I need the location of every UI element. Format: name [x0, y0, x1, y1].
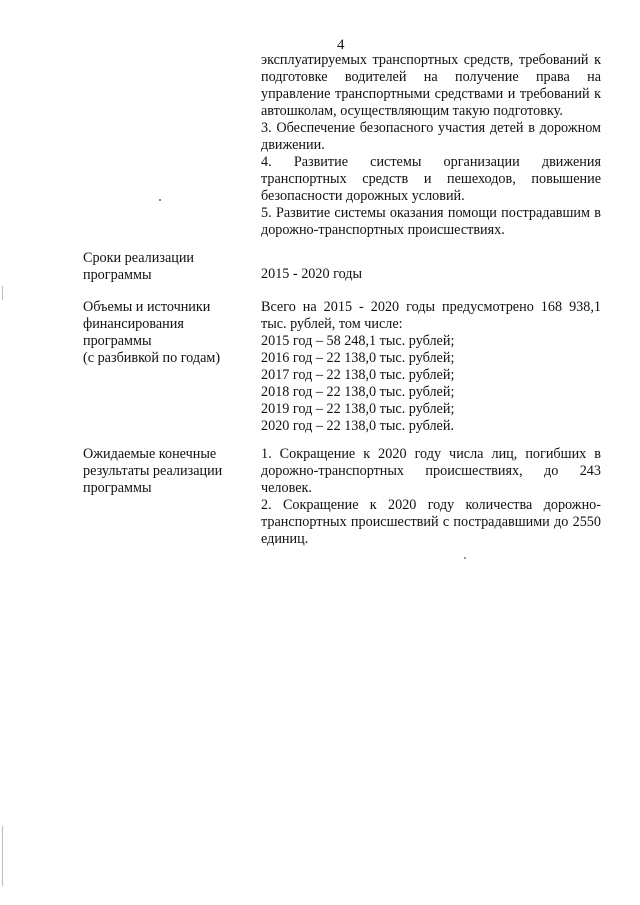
page-number: 4: [337, 37, 345, 53]
results-label: [83, 446, 253, 497]
year-line: 2017 год – 22 138,0 тыс. рублей;: [261, 367, 455, 383]
text-line: автошколам, осуществляющим такую подготовку.: [261, 103, 563, 119]
text-line: человек.: [261, 480, 312, 496]
year-line: 2015 год – 58 248,1 тыс. рублей;: [261, 333, 455, 349]
text-line: безопасности дорожных условий.: [261, 188, 465, 204]
label-line: Сроки реализации: [83, 250, 195, 266]
year-line: 2020 год – 22 138,0 тыс. рублей.: [261, 418, 454, 434]
text-line: движении.: [261, 137, 325, 153]
text-line: 3. Обеспечение безопасного участия детей в дорожном: [261, 120, 601, 136]
task-5: [261, 205, 601, 239]
terms-value: [261, 266, 601, 283]
text-line: управление транспортными средствами и требований к: [261, 86, 601, 102]
text-line: 2. Сокращение к 2020 году количества дорожно-: [261, 497, 601, 513]
text-line: Всего на 2015 - 2020 годы предусмотрено 168 938,1: [261, 299, 601, 315]
result-1: [261, 446, 601, 497]
text-line: единиц.: [261, 531, 309, 547]
tasks-continuation: [261, 52, 601, 239]
label-line: финансирования: [83, 316, 184, 332]
label-line: результаты реализации: [83, 463, 223, 479]
year-line: 2018 год – 22 138,0 тыс. рублей;: [261, 384, 455, 400]
result-2: [261, 497, 601, 548]
scan-mark: [2, 286, 3, 300]
scan-mark: [464, 557, 466, 559]
year-line: 2019 год – 22 138,0 тыс. рублей;: [261, 401, 455, 417]
text-line: тыс. рублей, том числе:: [261, 316, 403, 332]
funding-value: [261, 299, 601, 435]
task-3: [261, 120, 601, 154]
text-line: 4. Развитие системы организации движения: [261, 154, 601, 170]
label-line: программы: [83, 333, 152, 349]
scan-mark: [2, 826, 3, 886]
task-2-continuation: [261, 52, 601, 120]
scan-mark: [159, 199, 161, 201]
task-4: [261, 154, 601, 205]
text-line: транспортных средств и пешеходов, повышение: [261, 171, 601, 187]
text-line: 5. Развитие системы оказания помощи пострадавшим в: [261, 205, 601, 221]
text-line: дорожно-транспортных происшествиях.: [261, 222, 505, 238]
label-line: Объемы и источники: [83, 299, 211, 315]
results-value: [261, 446, 601, 548]
funding-label: [83, 299, 253, 367]
label-line: Ожидаемые конечные: [83, 446, 217, 462]
year-line: 2016 год – 22 138,0 тыс. рублей;: [261, 350, 455, 366]
text-line: дорожно-транспортных происшествиях, до 243: [261, 463, 601, 479]
label-line: (с разбивкой по годам): [83, 350, 221, 366]
terms-label: [83, 250, 253, 284]
label-line: программы: [83, 480, 152, 496]
text-line: транспортных происшествий с пострадавшими до 2550: [261, 514, 601, 530]
value-line: 2015 - 2020 годы: [261, 266, 363, 282]
text-line: подготовке водителей на получение права на: [261, 69, 601, 85]
text-line: 1. Сокращение к 2020 году числа лиц, погибших в: [261, 446, 601, 462]
text-line: эксплуатируемых транспортных средств, требований к: [261, 52, 601, 68]
label-line: программы: [83, 267, 152, 283]
